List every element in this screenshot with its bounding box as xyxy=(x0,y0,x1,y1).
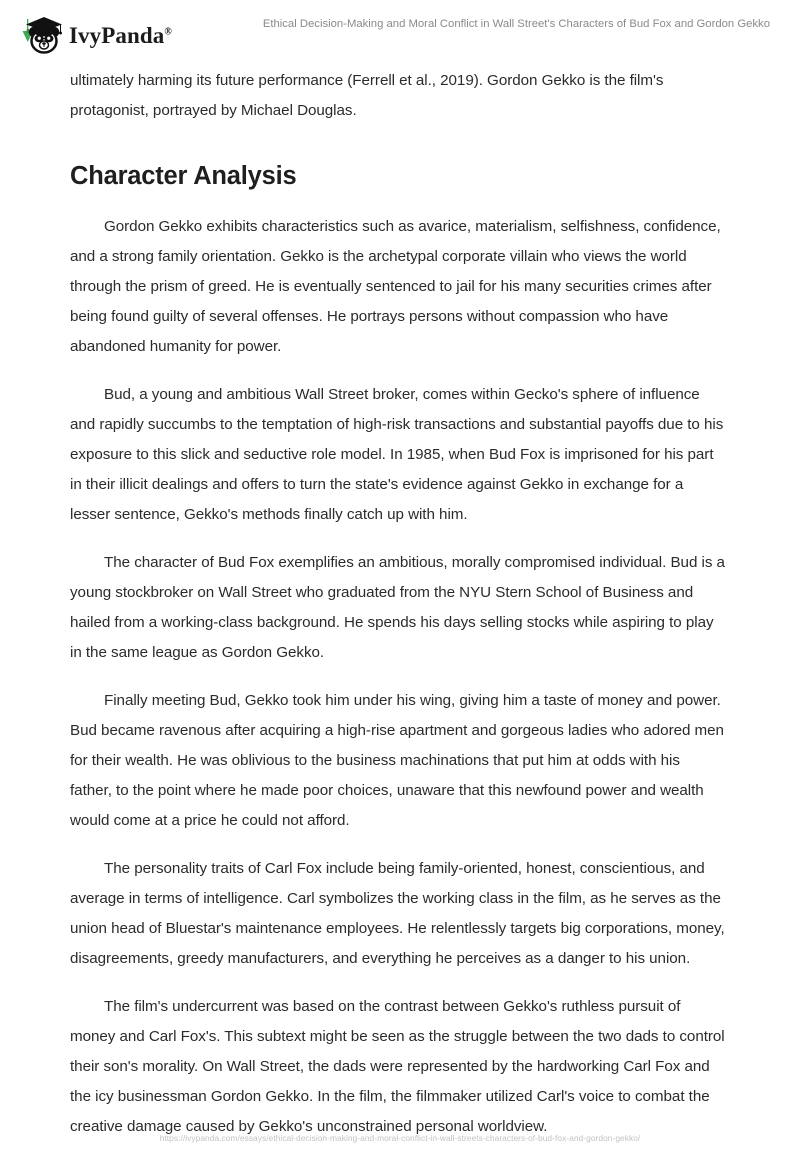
running-header-title: Ethical Decision-Making and Moral Conflict in Wall Street's Characters of Bud Fox and Gordon Gekko xyxy=(262,18,770,30)
body-paragraph: Bud, a young and ambitious Wall Street broker, comes within Gecko's sphere of influence and rapidly succumbs to the temptation of high-risk transactions and substantial payoffs due to his exposure to this slick and seductive role model. In 1985, when Bud Fox is imprisoned for his part in their illicit dealings and offers to turn the state's evidence against Gekko in exchange for a lesser sentence, Gekko's methods finally catch up with him. xyxy=(70,386,724,523)
page-footer xyxy=(0,1100,800,1160)
brand-wordmark-text: IvyPanda xyxy=(69,22,165,48)
panda-graduate-logo-icon xyxy=(16,14,62,56)
brand-logo[interactable] xyxy=(16,14,172,56)
brand-wordmark xyxy=(69,24,172,47)
body-paragraph: The film's undercurrent was based on the contrast between Gekko's ruthless pursuit of money and Carl Fox's. This subtext might be seen as the struggle between the two dads to control their son's morality. On Wall Street, the dads were represented by the hardworking Carl Fox and the icy businessman Gordon Gekko. In the film, the filmmaker utilized Carl's voice to combat the creative damage caused by Gekko's unconstrained personal worldview. xyxy=(70,998,725,1135)
page-header xyxy=(0,0,800,66)
intro-paragraph: ultimately harming its future performance (Ferrell et al., 2019). Gordon Gekko is the film's protagonist, portrayed by Michael Douglas. xyxy=(70,72,664,119)
registered-trademark-symbol: ® xyxy=(164,25,172,37)
document-body xyxy=(0,66,800,1142)
source-url-link[interactable]: https://ivypanda.com/essays/ethical-decision-making-and-moral-conflict-in-wall-streets-characters-of-bud-fox-and-gordon-gekko/ xyxy=(159,1133,641,1143)
body-paragraph: Finally meeting Bud, Gekko took him under his wing, giving him a taste of money and power. Bud became ravenous after acquiring a high-rise apartment and gorgeous ladies who adored men for their wealth. He was oblivious to the business machinations that put him at odds with his father, to the point where he made poor choices, unaware that this newfound power and wealth would come at a price he could not afford. xyxy=(70,692,724,829)
body-paragraph: The personality traits of Carl Fox include being family-oriented, honest, conscientious, and average in terms of intelligence. Carl symbolizes the working class in the film, as he serves as the union head of Bluestar's maintenance employees. He relentlessly targets big corporations, money, disagreements, greedy manufacturers, and everything he perceives as a danger to his union. xyxy=(70,860,725,967)
document-content xyxy=(0,66,800,1142)
page-title: Character Analysis xyxy=(70,162,297,190)
body-paragraph: Gordon Gekko exhibits characteristics such as avarice, materialism, selfishness, confidence, and a strong family orientation. Gekko is the archetypal corporate villain who views the world through the prism of greed. He is eventually sentenced to jail for his many securities crimes after being found guilty of several offenses. He portrays persons without compassion who have abandoned humanity for power. xyxy=(70,218,721,355)
body-paragraph: The character of Bud Fox exemplifies an ambitious, morally compromised individual. Bud is a young stockbroker on Wall Street who graduated from the NYU Stern School of Business and hailed from a working-class background. He spends his days selling stocks while aspiring to play in the same league as Gordon Gekko. xyxy=(70,554,725,661)
